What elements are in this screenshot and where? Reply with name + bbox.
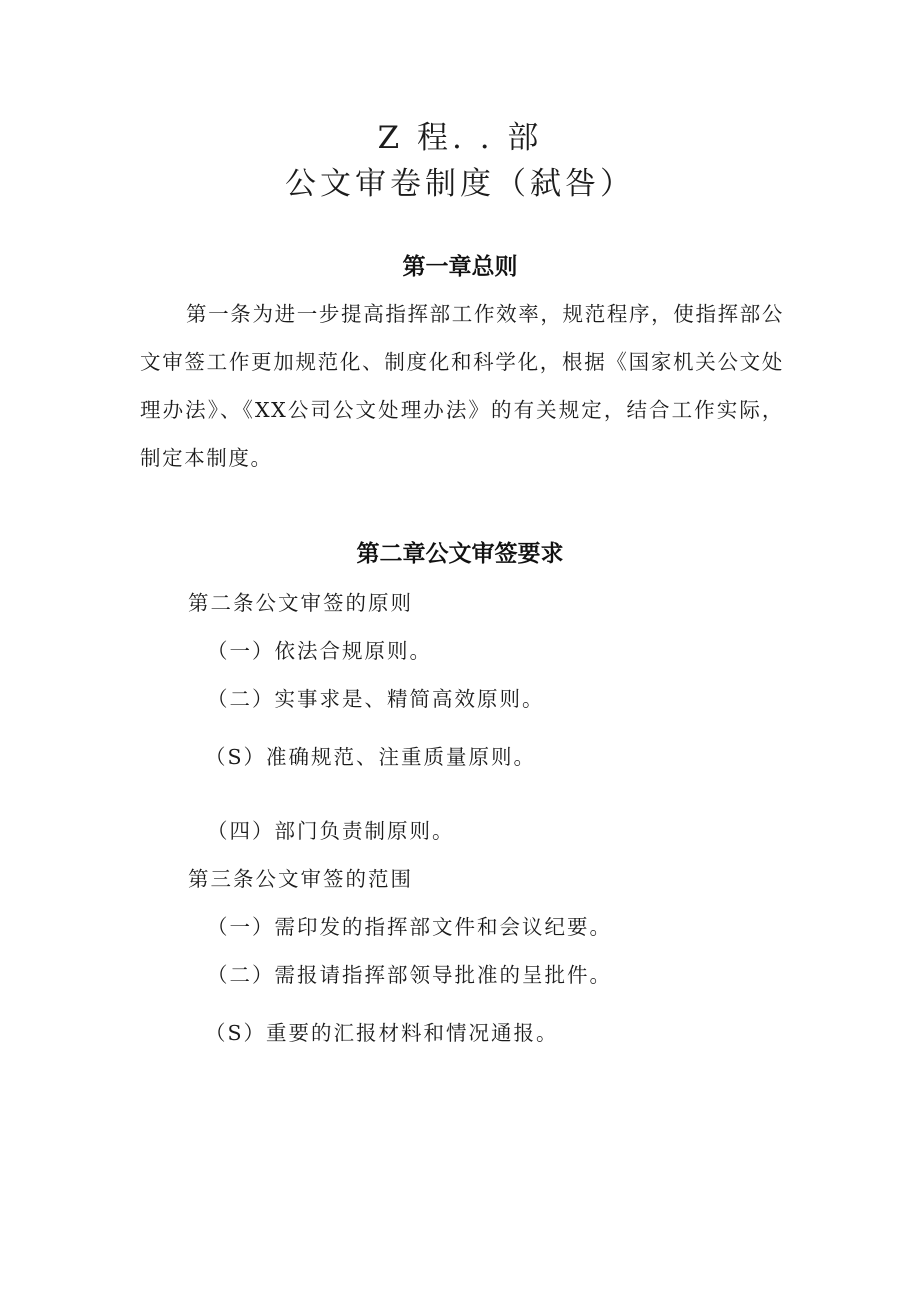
article-2-item-4: （四）部门负责制原则。 (207, 819, 455, 843)
article-3-item-1: （一）需印发的指挥部文件和会议纪要。 (207, 915, 612, 939)
document-title-line-1: Z 程. . 部 (377, 120, 543, 156)
chapter-1-heading: 第一章总则 (402, 254, 518, 280)
article-2-item-1: （一）依法合规原则。 (207, 639, 432, 663)
article-1-paragraph: 第一条为进一步提高指挥部工作效率，规范程序，使指挥部公文审签工作更加规范化、制度化和科学化，根据《国家机关公文处理办法》、《XX公司公文处理办法》的有关规定，结合工作实际，制定本制度。 (140, 302, 784, 470)
article-3-item-2: （二）需报请指挥部领导批准的呈批件。 (207, 963, 612, 987)
article-2-heading: 第二条公文审签的原则 (188, 591, 413, 615)
document-title-line-2: 公文审卷制度（弑咎） (285, 166, 635, 202)
article-3-item-3: （S）重要的汇报材料和情况通报。 (205, 1021, 559, 1045)
article-2-item-3: （S）准确规范、注重质量原则。 (205, 745, 537, 769)
article-3-heading: 第三条公文审签的范围 (188, 867, 413, 891)
chapter-2-heading: 第二章公文审签要求 (356, 541, 564, 567)
article-2-item-2: （二）实事求是、精简高效原则。 (207, 687, 545, 711)
